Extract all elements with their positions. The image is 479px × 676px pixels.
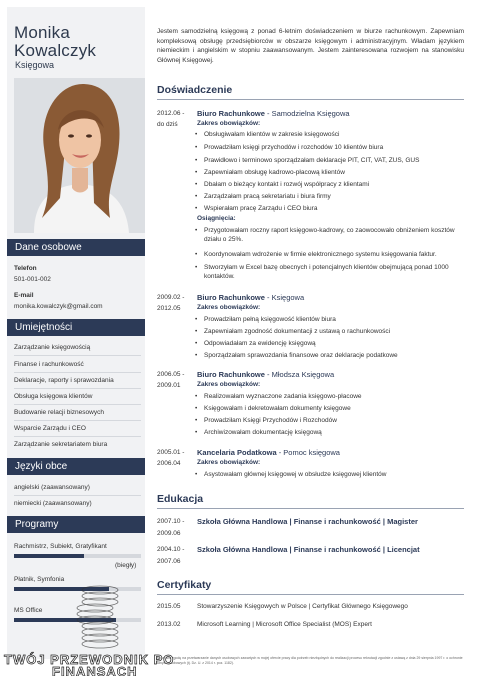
job-company: Kancelaria Podatkowa [197,448,277,457]
programs-section-header: Programy [7,516,145,533]
email-label: E-mail [14,292,34,299]
skill-item: Zarządzanie księgowością [14,344,91,351]
job-date-from: 2012.06 - [157,110,185,117]
job-date-to: do dziś [157,121,178,128]
phone-label: Telefon [14,265,37,272]
job-role: - Samodzielna Księgowa [264,109,350,118]
duties-label: Zakres obowiązków: [197,120,261,127]
job-date-from: 2006.05 - [157,371,185,378]
job-company: Biuro Rachunkowe [197,109,265,118]
duty-item: • Księgowałam i dekretowałam dokumenty księgowe [197,404,465,413]
last-name: Kowalczyk [14,41,97,60]
job-title: Księgowa [15,60,55,70]
intro-paragraph: Jestem samodzielną księgową z ponad 6-letnim doświadczeniem w biurze rachunkowym. Zapewniam kompleksową obsługę przedsiębiorców w obszarze księgowym i administracyjnym. Władam językiem niemieckim i angielskim w stopniu zaawansowanym. Jestem zainteresowana rozwojem na stanowisku Głównej Księgowej. [157,28,464,64]
cert-entry: Microsoft Learning | Microsoft Office Specialist (MOS) Expert [197,621,372,628]
portrait-image [14,78,145,233]
cert-entry: Stowarzyszenie Księgowych w Polsce | Certyfikat Głównego Księgowego [197,603,408,610]
skill-item: Budowanie relacji biznesowych [14,409,104,416]
skill-item: Obsługa księgowa klientów [14,393,93,400]
duty-item: • Zarządzałam pracą sekretariatu i biura firmy [197,192,465,201]
edu-date-to: 2007.06 [157,558,181,565]
duty-item: • Prawidłowo i terminowo sporządzałam deklaracje PIT, CIT, VAT, ZUS, GUS [197,156,465,165]
program-level-label: (biegły) [115,562,137,569]
duty-item: • Obsługiwałam klientów w zakresie księgowości [197,130,465,139]
phone-value: 501-001-002 [14,276,51,283]
achievement-item: • Przygotowałam roczny raport księgowo-kadrowy, co zaowocowało obniżeniem kosztów działu o 25%. [197,226,465,245]
job-company: Biuro Rachunkowe [197,293,265,302]
job-title-line [197,293,304,302]
job-title-line [197,448,340,457]
duty-item: • Dbałam o bieżący kontakt i rozwój współpracy z klientami [197,180,465,189]
duties-label: Zakres obowiązków: [197,459,261,466]
job-date-to: 2009.01 [157,382,181,389]
skill-item: Deklaracje, raporty i sprawozdania [14,377,114,384]
skills-section-header: Umiejętności [7,319,145,336]
duty-item: • Archiwizowałam dokumentację księgową [197,428,465,437]
languages-section-header: Języki obce [7,458,145,475]
duty-item: • Wspierałam pracę Zarządu i CEO biura [197,204,465,213]
job-date-from: 2009.02 - [157,294,185,301]
gdpr-clause: Wyrażam zgodę na przetwarzanie danych osobowych zawartych w mojej ofercie pracy dla potrzeb niezbędnych do realizacji procesu rekrutacji zgodnie z ustawą z dnia 29 sierpnia 1997 r. o ochronie danych osobowych (tj. Dz. U. z 2014 r. poz. 1182). [156,656,463,665]
experience-heading: Doświadczenie [157,84,233,96]
duties-label: Zakres obowiązków: [197,381,261,388]
duties-label: Zakres obowiązków: [197,304,261,311]
divider [14,420,141,421]
duty-item: • Prowadziłam pełną księgowość klientów biura [197,315,465,324]
edu-date-from: 2004.10 - [157,546,185,553]
watermark-text-line1: TWÓJ PRZEWODNIK PO [4,652,175,667]
watermark-text-line2: FINANSACH [52,664,138,676]
job-title-line [197,370,334,379]
skill-item: Zarządzanie sekretariatem biura [14,441,108,448]
program-name: Rachmistrz, Subiekt, Gratyfikant [14,543,107,550]
divider [14,495,141,496]
education-heading: Edukacja [157,493,204,505]
cert-date: 2013.02 [157,621,181,628]
program-level-bar [14,554,84,558]
duty-item: • Prowadziłam księgi przychodów i rozchodów 10 klientów biura [197,143,465,152]
job-date-from: 2005.01 - [157,449,185,456]
first-name: Monika [14,23,71,42]
divider [14,436,141,437]
edu-entry: Szkoła Główna Handlowa | Finanse i rachunkowość | Magister [197,517,418,526]
personal-section-header: Dane osobowe [7,239,145,256]
skill-item: Wsparcie Zarządu i CEO [14,425,86,432]
email-value: monika.kowalczyk@gmail.com [14,303,103,310]
divider [14,404,141,405]
section-divider [157,594,464,595]
language-item: angielski (zaawansowany) [14,484,90,491]
job-role: - Młodsza Księgowa [264,370,335,379]
section-divider [157,99,464,100]
language-item: niemiecki (zaawansowany) [14,500,92,507]
edu-date-from: 2007.10 - [157,518,185,525]
divider [14,355,141,356]
cert-date: 2015.05 [157,603,181,610]
job-role: - Pomoc księgowa [276,448,340,457]
skill-item: Finanse i rachunkowość [14,361,84,368]
edu-entry: Szkoła Główna Handlowa | Finanse i rachunkowość | Licencjat [197,545,420,554]
duty-item: • Zapewniałam obsługę kadrowo-płacową klientów [197,168,465,177]
edu-date-to: 2009.06 [157,530,181,537]
duty-item: • Asystowałam głównej księgowej w obsłudze księgowej klientów [197,470,465,479]
profile-photo [14,78,145,233]
achievements-label: Osiągnięcia: [197,215,236,222]
job-date-to: 2012.05 [157,305,181,312]
section-divider [157,508,464,509]
program-name: Płatnik, Symfonia [14,576,65,583]
duty-item: • Sporządzałam sprawozdania finansowe oraz deklaracje podatkowe [197,351,465,360]
duty-item: • Realizowałam wyznaczone zadania księgowo-płacowe [197,392,465,401]
job-title-line [197,109,350,118]
divider [14,372,141,373]
achievement-item: • Stworzyłam w Excel bazę obecnych i potencjalnych klientów obejmującą ponad 1000 kontaktów. [197,263,465,282]
duty-item: • Odpowiadałam za ewidencję księgową [197,339,465,348]
duty-item: • Zapewniałam zgodność dokumentacji z ustawą o rachunkowości [197,327,465,336]
program-name: MS Office [14,607,43,614]
divider [14,388,141,389]
job-role: - Księgowa [264,293,305,302]
achievement-item: • Koordynowałam wdrożenie w firmie elektronicznego systemu księgowania faktur. [197,250,465,259]
job-company: Biuro Rachunkowe [197,370,265,379]
duty-item: • Prowadziłam Księgi Przychodów i Rozchodów [197,416,465,425]
certificates-heading: Certyfikaty [157,579,212,591]
job-date-to: 2006.04 [157,460,181,467]
